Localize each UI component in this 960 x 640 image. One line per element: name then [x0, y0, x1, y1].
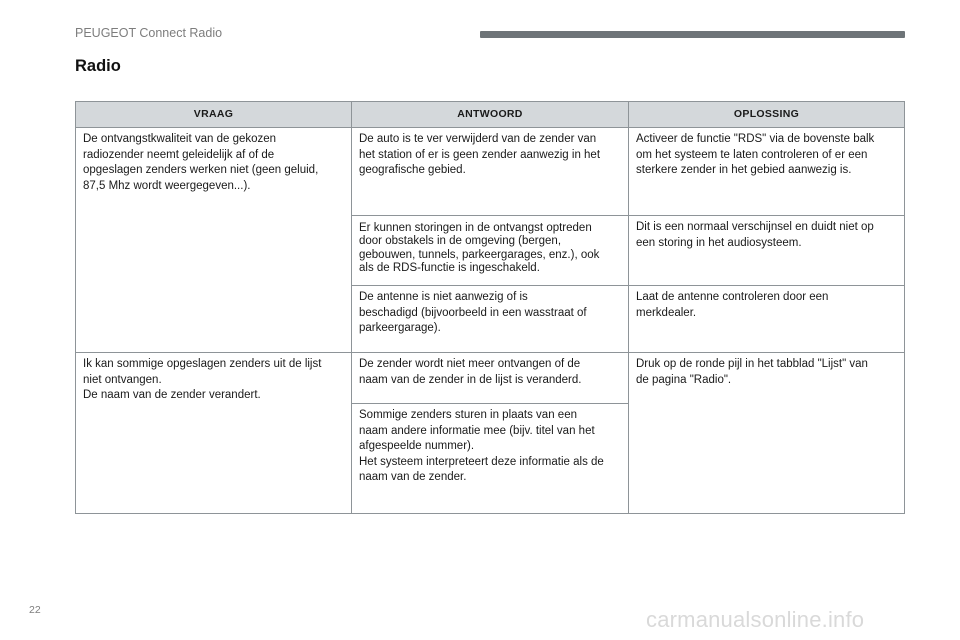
question-text: De ontvangstkwaliteit van de gekozen radiozender neemt geleidelijk af of de opgeslagen zenders werken niet (geen geluid, 87,5 Mhz wordt weergegeven...). [83, 133, 319, 192]
running-head: PEUGEOT Connect Radio [75, 26, 223, 40]
answer-cell [352, 128, 629, 216]
solution-text: Dit is een normaal verschijnsel en duidt niet op een storing in het audiosysteem. [636, 221, 874, 249]
solution-text: Activeer de functie "RDS" via de bovenste balk om het systeem te laten controleren of er een sterkere zender in het gebied aanwezig is. [636, 133, 875, 177]
solution-cell [629, 128, 905, 216]
section-title: Radio [75, 57, 121, 75]
solution-cell [629, 216, 905, 286]
table-header-row [76, 102, 905, 128]
solution-cell [629, 353, 905, 514]
question-cell [76, 353, 352, 514]
answer-cell [352, 404, 629, 514]
solution-cell [629, 286, 905, 353]
solution-text: Druk op de ronde pijl in het tabblad "Lijst" van de pagina "Radio". [636, 358, 868, 386]
question-cell [76, 128, 352, 353]
answer-cell [352, 286, 629, 353]
solution-text: Laat de antenne controleren door een merkdealer. [636, 291, 829, 319]
answer-cell [352, 216, 629, 286]
question-text: Ik kan sommige opgeslagen zenders uit de lijst niet ontvangen. De naam van de zender verandert. [83, 358, 322, 402]
page-number: 22 [29, 604, 41, 616]
column-header-answer: ANTWOORD [352, 102, 629, 128]
column-header-solution: OPLOSSING [629, 102, 905, 128]
watermark: carmanualsonline.info [646, 607, 865, 632]
answer-text: De auto is te ver verwijderd van de zender van het station of er is geen zender aanwezig in het geografische gebied. [359, 133, 601, 177]
answer-text: De antenne is niet aanwezig of is beschadigd (bijvoorbeeld in een wasstraat of parkeergarage). [359, 291, 587, 335]
answer-text: Er kunnen storingen in de ontvangst optreden door obstakels in de omgeving (bergen, gebouwen, tunnels, parkeergarages, enz.), ook als de RDS-functie is ingeschakeld. [359, 222, 600, 275]
answer-text: De zender wordt niet meer ontvangen of de naam van de zender in de lijst is veranderd. [359, 358, 582, 386]
column-header-question: VRAAG [76, 102, 352, 128]
answer-cell [352, 353, 629, 404]
answer-text: Sommige zenders sturen in plaats van een naam andere informatie mee (bijv. titel van het afgespeelde nummer). Het systeem interpreteert deze informatie als de naam van de zender. [359, 409, 604, 484]
table-row [76, 353, 905, 404]
header-rule [480, 31, 905, 38]
faq-table [75, 101, 905, 514]
table-row [76, 128, 905, 216]
